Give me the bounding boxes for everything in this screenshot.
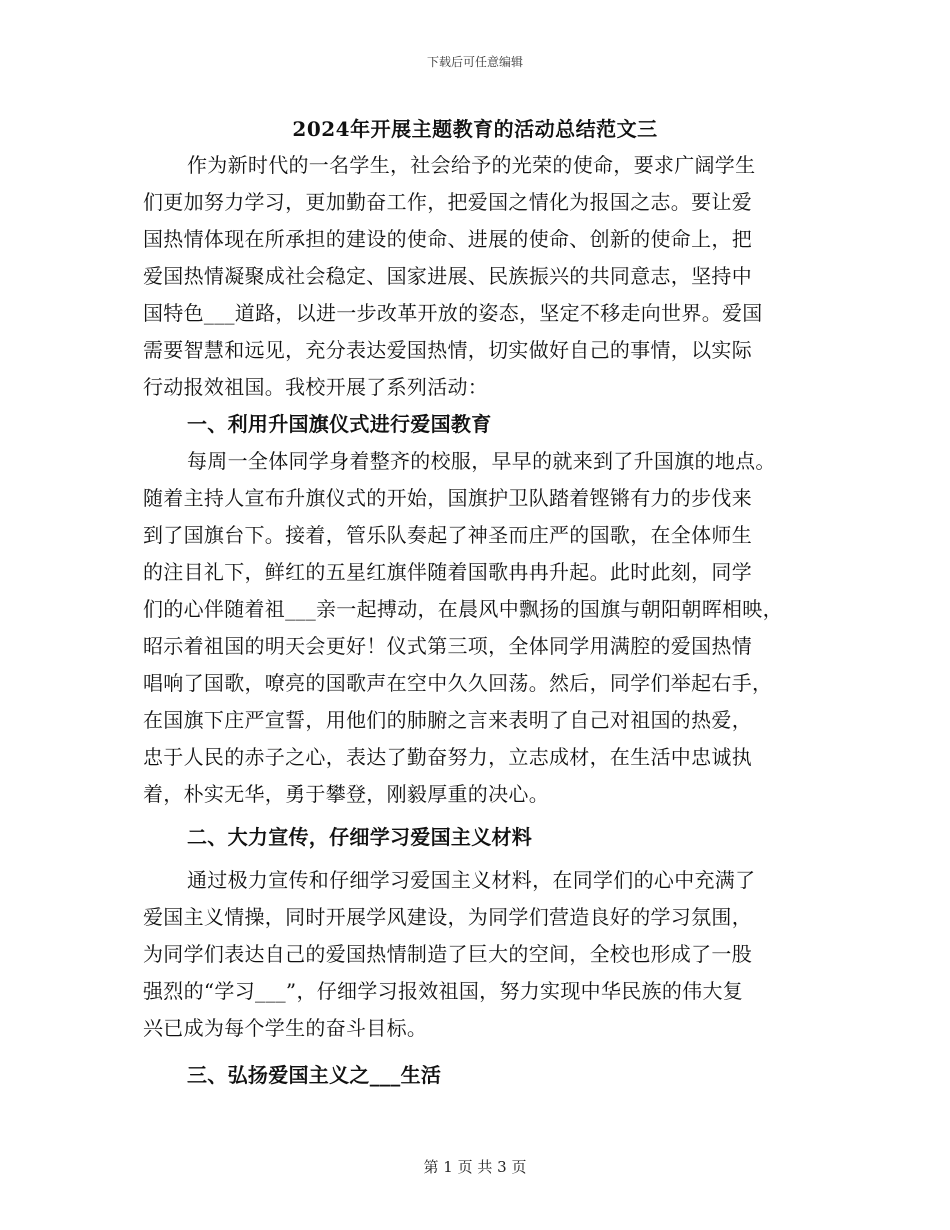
text-line: 通过极力宣传和仔细学习爱国主义材料，在同学们的心中充满了 [187,868,756,892]
paragraph-flag-ceremony [143,443,823,813]
text-line: 随着主持人宣布升旗仪式的开始，国旗护卫队踏着铿锵有力的步伐来 [143,486,752,510]
text-line: 们更加努力学习，更加勤奋工作，把爱国之情化为报国之志。要让爱 [143,190,752,214]
text-line: 唱响了国歌，嘹亮的国歌声在空中久久回荡。然后，同学们举起右手， [143,671,773,695]
text-line: 作为新时代的一名学生，社会给予的光荣的使命，要求广阔学生 [187,153,756,177]
document-body [143,147,823,1094]
page-number: 第 1 页 共 3 页 [423,1158,527,1176]
text-line: 国特色___道路，以进一步改革开放的姿态，坚定不移走向世界。爱国 [143,301,763,325]
text-line: 着，朴实无华，勇于攀登，刚毅厚重的决心。 [143,782,549,806]
text-line: 每周一全体同学身着整齐的校服，早早的就来到了升国旗的地点。 [187,449,776,473]
text-line: 昭示着祖国的明天会更好！仪式第三项，全体同学用满腔的爱国热情 [143,634,752,658]
text-line: 行动报效祖国。我校开展了系列活动： [143,375,489,399]
section-heading-1: 一、利用升国旗仪式进行爱国教育 [187,412,492,436]
text-line: 兴已成为每个学生的奋斗目标。 [143,1016,428,1040]
section-heading-3: 三、弘扬爱国主义之___生活 [187,1063,442,1087]
text-line: 们的心伴随着祖___亲一起搏动，在晨风中飘扬的国旗与朝阳朝晖相映， [143,597,783,621]
paragraph-patriotic-materials [143,862,823,1047]
text-line: 的注目礼下，鲜红的五星红旗伴随着国歌冉冉升起。此时此刻，同学 [143,560,752,584]
text-line: 到了国旗台下。接着，管乐队奏起了神圣而庄严的国歌，在全体师生 [143,523,752,547]
text-line: 忠于人民的赤子之心，表达了勤奋努力，立志成材，在生活中忠诚执 [143,745,752,769]
section-heading-2: 二、大力宣传，仔细学习爱国主义材料 [187,825,533,849]
document-title: 2024年开展主题教育的活动总结范文三 [292,117,658,141]
paragraph-intro [143,147,823,406]
text-line: 需要智慧和远见，充分表达爱国热情，切实做好自己的事情，以实际 [143,338,752,362]
page-header-note: 下载后可任意编辑 [426,55,523,69]
text-line: 在国旗下庄严宣誓，用他们的肺腑之言来表明了自己对祖国的热爱， [143,708,752,732]
text-line: 为同学们表达自己的爱国热情制造了巨大的空间，全校也形成了一股 [143,942,752,966]
text-line: 爱国热情凝聚成社会稳定、国家进展、民族振兴的共同意志，坚持中 [143,264,752,288]
text-line: 强烈的“学习___”，仔细学习报效祖国，努力实现中华民族的伟大复 [143,979,744,1003]
text-line: 国热情体现在所承担的建设的使命、进展的使命、创新的使命上，把 [143,227,752,251]
text-line: 爱国主义情操，同时开展学风建设，为同学们营造良好的学习氛围， [143,905,752,929]
